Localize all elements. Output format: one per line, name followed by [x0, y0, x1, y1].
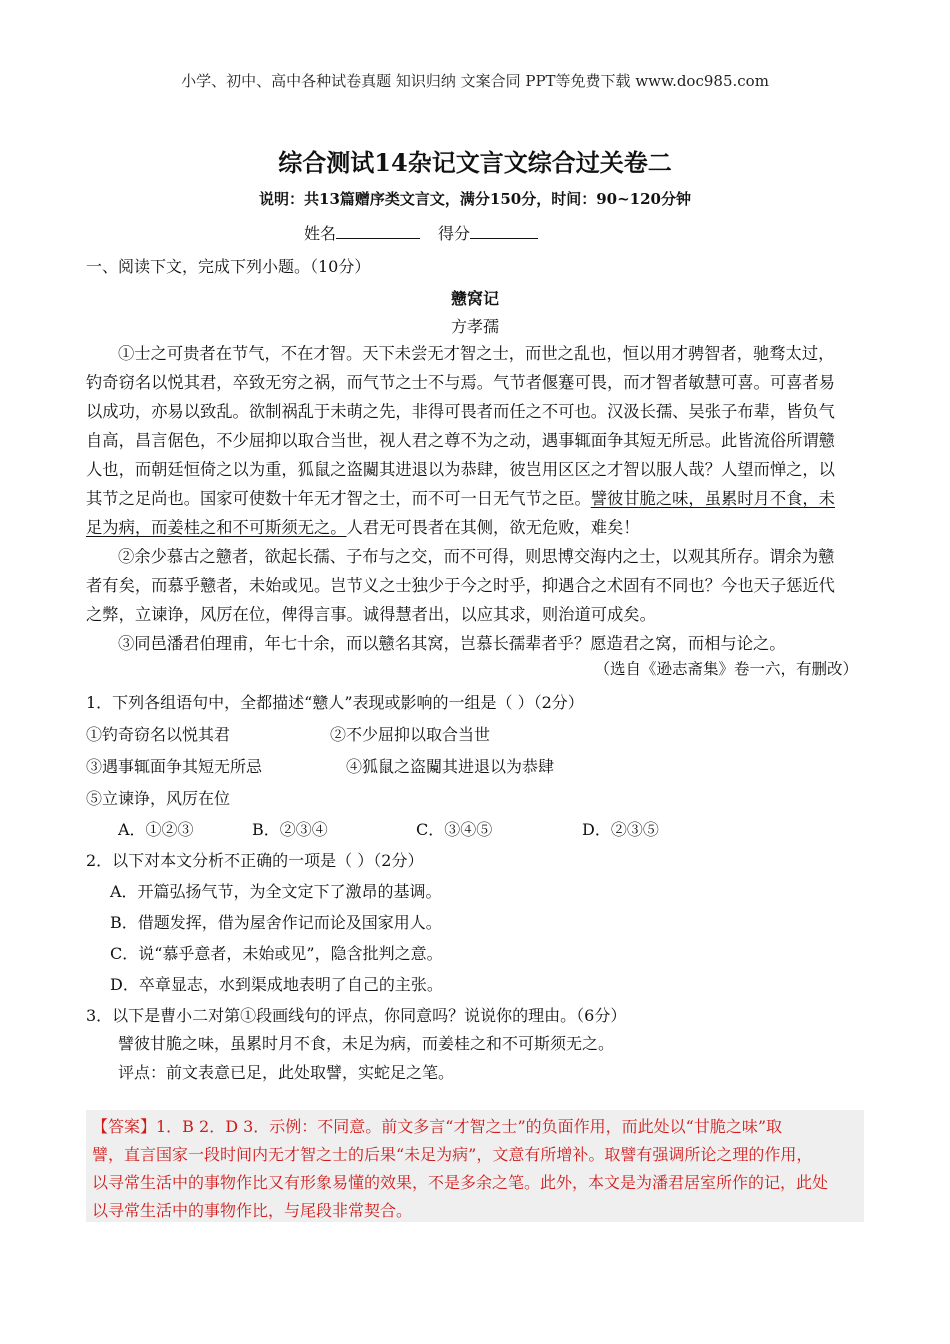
q1-item: ④狐鼠之盗闚其进退以为恭肆 [346, 757, 555, 776]
passage-line: 者有矣，而慕乎戆者，未始或见。岂节义之士独少于今之时乎，抑遇合之术固有不同也？今也天子惩近代 [86, 576, 835, 595]
answer-line: 【答案】1．B 2．D 3．示例：不同意。前文多言“才智之士”的负面作用，而此处以“甘脆之味”取 [92, 1117, 783, 1136]
q1-item: ③遇事辄面争其短无所忌 [86, 757, 263, 776]
q1-item: ②不少屈抑以取合当世 [330, 725, 491, 744]
section-heading: 一、阅读下文，完成下列小题。（10分） [86, 257, 371, 276]
q2-option-c: C．说“慕乎意者，未始或见”，隐含批判之意。 [110, 944, 443, 963]
passage-line: 之弊，立谏诤，风厉在位，俾得言事。诚得慧者出，以应其求，则治道可成矣。 [86, 605, 656, 624]
q2-option-a: A．开篇弘扬气节，为全文定下了激昂的基调。 [110, 882, 442, 901]
passage-line: 人也，而朝廷恒倚之以为重，狐鼠之盗闚其进退以为恭肆，彼岂用区区之才智以服人哉？人望而惮之，以 [86, 460, 835, 479]
passage-line: 钓奇窃名以悦其君，卒致无穷之祸，而气节之士不与焉。气节者偃蹇可畏，而才智者敏慧可喜。可喜者易 [86, 373, 835, 392]
score-label: 得分 [438, 224, 471, 243]
passage-line: ③同邑潘君伯理甫，年七十余，而以戆名其窝，岂慕长孺辈者乎？愿造君之窝，而相与论之。 [118, 634, 786, 653]
passage-line [86, 485, 835, 509]
q1-option-b: B．②③④ [252, 820, 328, 839]
question-3: 3．以下是曹小二对第①段画线句的评点，你同意吗？说说你的理由。（6分） [86, 1006, 627, 1025]
answer-line: 以寻常生活中的事物作比，与尾段非常契合。 [92, 1201, 413, 1220]
q2-option-b: B．借题发挥，借为屋舍作记而论及国家用人。 [110, 913, 442, 932]
q1-item: ⑤立谏诤，风厉在位 [86, 789, 231, 808]
underlined-sentence: 足为病，而姜桂之和不可斯须无之。 [86, 518, 347, 537]
passage-text: 人君无可畏者在其侧，欲无危败，难矣！ [346, 518, 640, 537]
underlined-sentence: 譬彼甘脆之味，虽累时月不食，未 [590, 489, 835, 508]
passage-line: ①士之可贵者在节气，不在才智。天下未尝无才智之士，而世之乱也，恒以用才骋智者，驰骛太过， [118, 344, 835, 363]
answer-line: 以寻常生活中的事物作比又有形象易懂的效果，不是多余之笔。此外，本文是为潘君居室所作的记，此处 [92, 1173, 829, 1192]
page-title: 综合测试14杂记文言文综合过关卷二 [278, 148, 672, 177]
q3-quote: 譬彼甘脆之味，虽累时月不食，未足为病，而姜桂之和不可斯须无之。 [118, 1034, 615, 1053]
passage-line [86, 514, 640, 538]
score-field [438, 221, 538, 244]
passage-text: 其节之足尚也。国家可使数十年无才智之士，而不可一日无气节之臣。 [86, 489, 591, 508]
q1-option-d: D．②③⑤ [582, 820, 659, 839]
q1-option-c: C．③④⑤ [416, 820, 493, 839]
passage-line: ②余少慕古之戆者，欲起长孺、子布与之交，而不可得，则思博交海内之士，以观其所存。谓余为戆 [118, 547, 835, 566]
passage-line: 自高，昌言倨色，不少屈抑以取合当世，视人君之尊不为之动，遇事辄面争其短无所忌。此皆流俗所谓戆 [86, 431, 835, 450]
answer-line: 譬，直言国家一段时间内无才智之士的后果“未足为病”，文意有所增补。取譬有强调所论之理的作用， [92, 1145, 813, 1164]
passage-title: 戆窝记 [450, 289, 499, 308]
question-1: 1．下列各组语句中，全都描述“戆人”表现或影响的一组是（ ）（2分） [86, 693, 584, 712]
name-label: 姓名 [304, 224, 337, 243]
score-blank [470, 222, 538, 239]
question-2: 2．以下对本文分析不正确的一项是（ ）（2分） [86, 851, 424, 870]
q1-option-a: A．①②③ [118, 820, 194, 839]
q1-item: ①钓奇窃名以悦其君 [86, 725, 231, 744]
passage-line: 以成功，亦易以致乱。欲制祸乱于未萌之先，非得可畏者而任之不可也。汉汲长孺、吴张子布辈，皆负气 [86, 402, 835, 421]
passage-author: 方孝孺 [450, 317, 499, 336]
q2-option-d: D．卒章显志，水到渠成地表明了自己的主张。 [110, 975, 443, 994]
passage-source: （选自《逊志斋集》卷一六，有删改） [594, 660, 858, 678]
site-header: 小学、初中、高中各种试卷真题 知识归纳 文案合同 PPT等免费下载 www.doc985.com [181, 72, 769, 90]
exam-note: 说明：共13篇赠序类文言文，满分150分，时间：90~120分钟 [259, 190, 691, 208]
name-blank [336, 222, 420, 239]
name-field [304, 221, 420, 244]
q3-comment: 评点：前文表意已足，此处取譬，实蛇足之笔。 [118, 1063, 455, 1082]
